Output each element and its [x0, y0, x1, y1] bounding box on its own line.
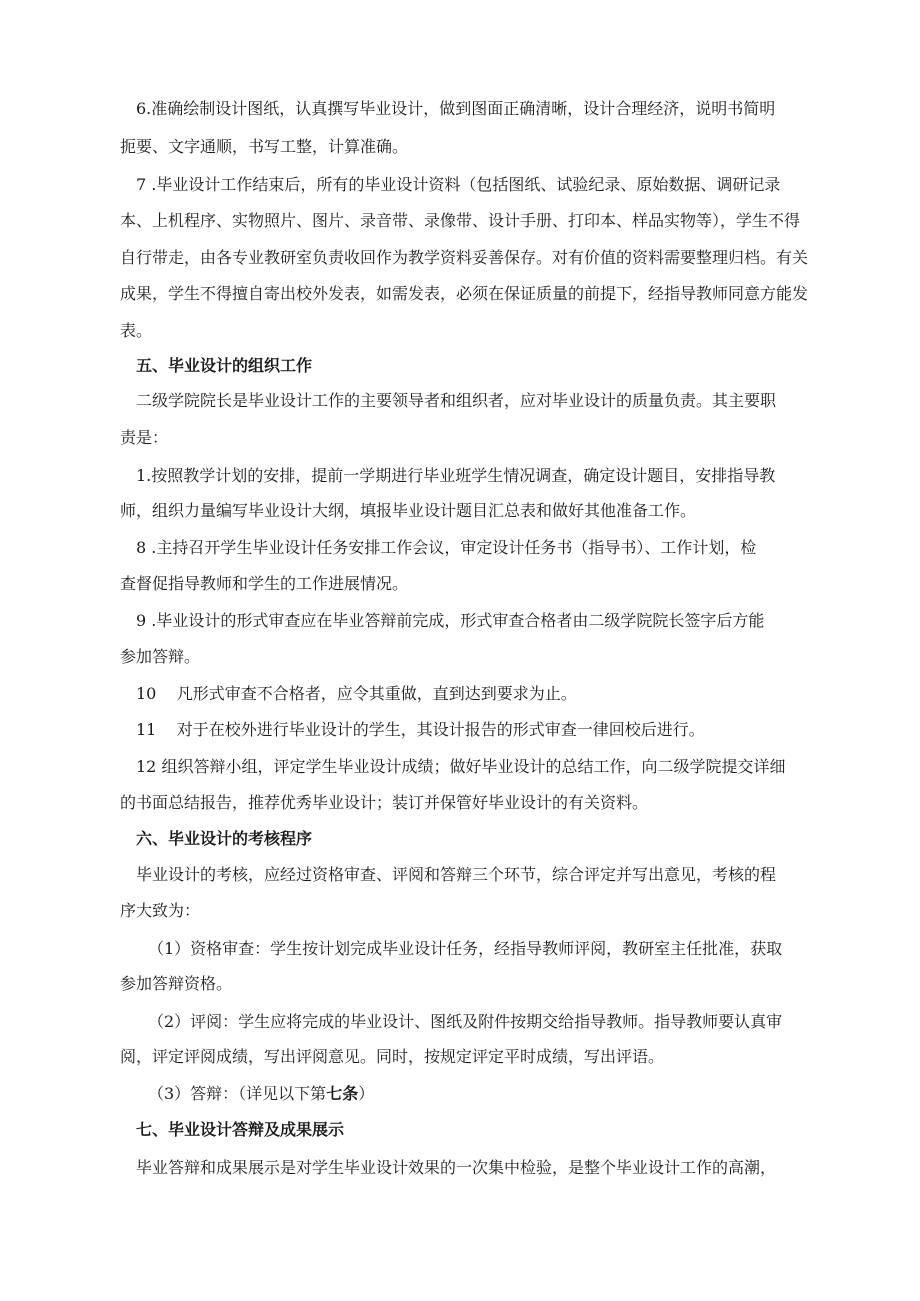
paragraph-7-line-4: 成果，学生不得擅自寄出校外发表，如需发表，必须在保证质量的前提下，经指导教师同意方能发 [120, 284, 809, 303]
paragraph-7-line-1: 7 .毕业设计工作结束后，所有的毕业设计资料（包括图纸、试验纪录、原始数据、调研记录 [136, 175, 781, 194]
section-5-intro-line-2: 责是： [120, 428, 169, 447]
section-5-intro-line-1: 二级学院院长是毕业设计工作的主要领导者和组织者，应对毕业设计的质量负责。其主要职 [136, 391, 777, 410]
duty-12-line-1: 12 组织答辩小组，评定学生毕业设计成绩；做好毕业设计的总结工作，向二级学院提交详细 [136, 757, 786, 776]
section-6-intro-line-2: 序大致为： [120, 901, 201, 920]
section-7-heading: 七、毕业设计答辩及成果展示 [136, 1120, 345, 1139]
paragraph-7-line-2: 本、上机程序、实物照片、图片、录音带、录像带、设计手册、打印本、样品实物等），学生不得 [120, 211, 801, 230]
paragraph-7-line-5: 表。 [120, 321, 153, 340]
duty-11: 11 对于在校外进行毕业设计的学生，其设计报告的形式审查一律回校后进行。 [136, 720, 705, 739]
duty-9-line-1: 9 .毕业设计的形式审查应在毕业答辩前完成，形式审查合格者由二级学院院长签字后方能 [136, 611, 765, 630]
step-1-line-2: 参加答辩资格。 [120, 974, 233, 993]
duty-10: 10 凡形式审查不合格者，应令其重做，直到达到要求为止。 [136, 684, 577, 703]
paragraph-6-line-2: 扼要、文字通顺，书写工整，计算准确。 [120, 137, 409, 156]
section-7-intro-line-1: 毕业答辩和成果展示是对学生毕业设计效果的一次集中检验，是整个毕业设计工作的高潮， [136, 1158, 777, 1177]
duty-1-line-2: 师，组织力量编写毕业设计大纲，填报毕业设计题目汇总表和做好其他准备工作。 [120, 501, 697, 520]
step-1-line-1: （1）资格审查：学生按计划完成毕业设计任务，经指导教师评阅，教研室主任批准，获取 [148, 939, 783, 958]
step-2-line-1: （2）评阅：学生应将完成的毕业设计、图纸及附件按期交给指导教师。指导教师要认真审 [148, 1012, 783, 1031]
section-5-heading: 五、毕业设计的组织工作 [136, 356, 313, 375]
duty-9-line-2: 参加答辩。 [120, 647, 201, 666]
paragraph-7-line-3: 自行带走，由各专业教研室负责收回作为教学资料妥善保存。对有价值的资料需要整理归档。有关 [120, 248, 809, 267]
duty-8-line-1: 8 .主持召开学生毕业设计任务安排工作会议，审定设计任务书（指导书）、工作计划，检 [136, 538, 757, 557]
step-3-text: （3）答辩：（详见以下第 [148, 1084, 327, 1103]
step-2-line-2: 阅，评定评阅成绩，写出评阅意见。同时，按规定评定平时成绩，写出评语。 [120, 1047, 665, 1066]
duty-8-line-2: 查督促指导教师和学生的工作进展情况。 [120, 574, 409, 593]
section-6-intro-line-1: 毕业设计的考核，应经过资格审查、评阅和答辩三个环节，综合评定并写出意见，考核的程 [136, 865, 777, 884]
paragraph-6-line-1: 6.准确绘制设计图纸，认真撰写毕业设计，做到图面正确清晰，设计合理经济，说明书简明 [136, 99, 776, 118]
step-3-close: ） [358, 1084, 375, 1103]
duty-1-line-1: 1.按照教学计划的安排，提前一学期进行毕业班学生情况调查，确定设计题目，安排指导教 [136, 466, 776, 485]
step-3 [148, 1083, 374, 1105]
section-6-heading: 六、毕业设计的考核程序 [136, 829, 313, 848]
step-3-article-ref: 七条 [326, 1084, 359, 1103]
duty-12-line-2: 的书面总结报告，推荐优秀毕业设计；装订并保管好毕业设计的有关资料。 [120, 793, 649, 812]
